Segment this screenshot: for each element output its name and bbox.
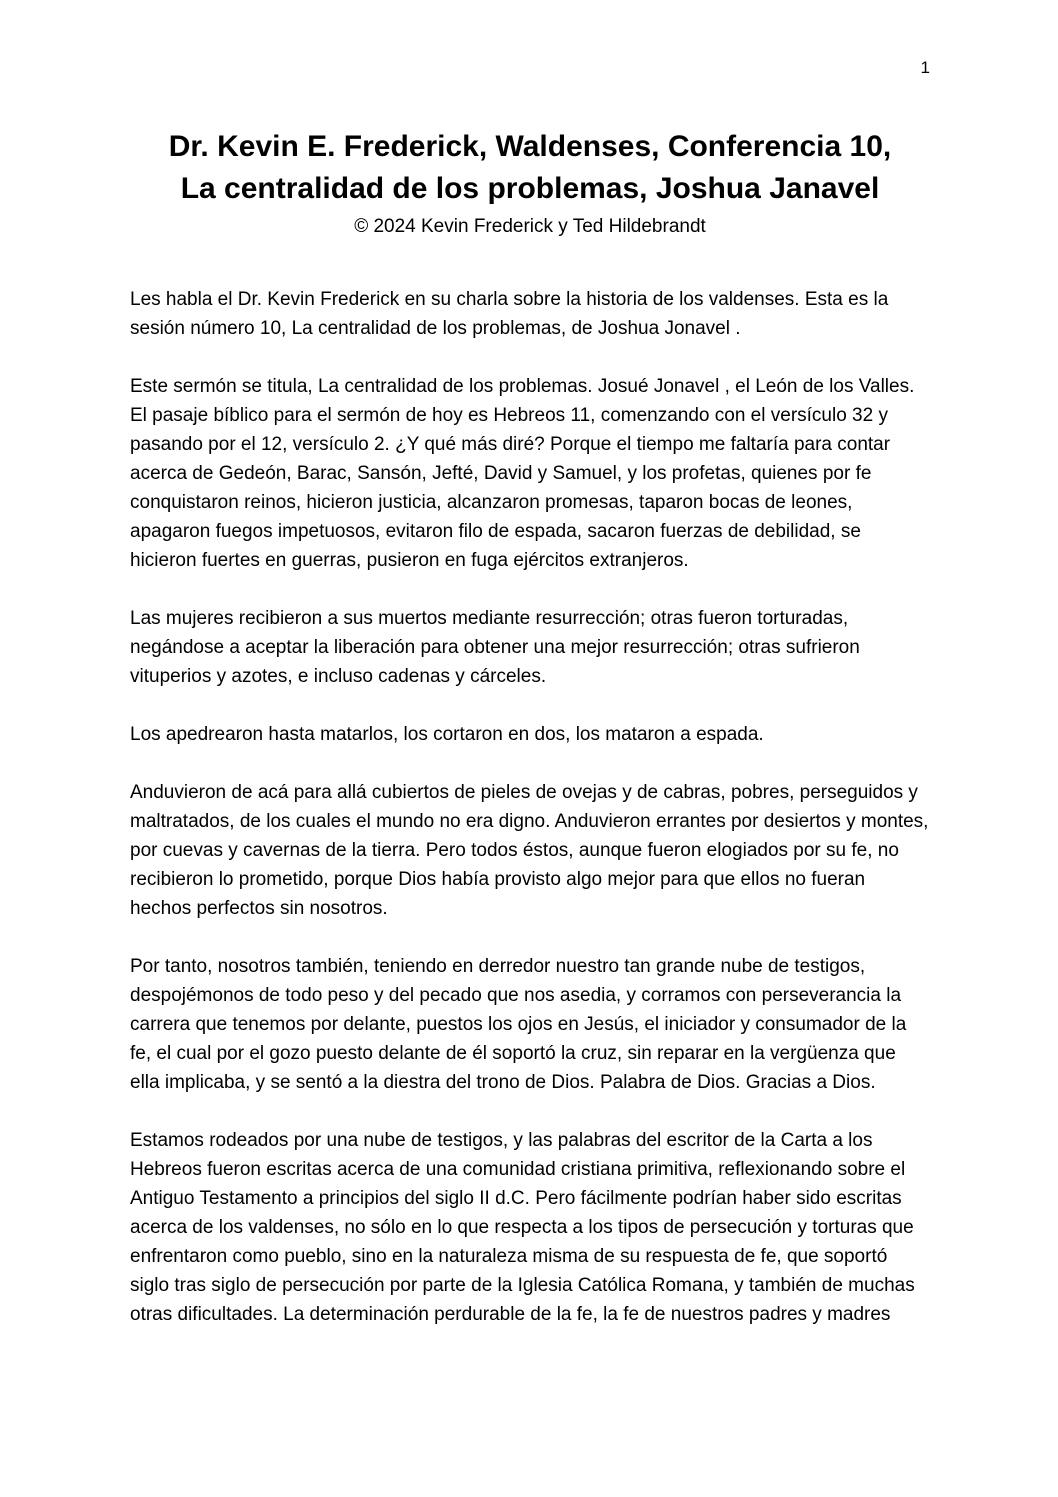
paragraph-2: Este sermón se titula, La centralidad de los problemas. Josué Jonavel , el León de los Valles. El pasaje bíblico para el sermón de hoy es Hebreos 11, comenzando con el versículo 32 y pasando por el 12, versículo 2. ¿Y qué más diré? Porque el tiempo me faltaría para contar acerca de Gedeón, Barac, Sansón, Jefté, David y Samuel, y los profetas, quienes por fe conquistaron reinos, hicieron justicia, alcanzaron promesas, taparon bocas de leones, apagaron fuegos impetuosos, evitaron filo de espada, sacaron fuerzas de debilidad, se hicieron fuertes en guerras, pusieron en fuga ejércitos extranjeros. — [130, 376, 915, 571]
paragraph-3: Las mujeres recibieron a sus muertos mediante resurrección; otras fueron torturadas, negándose a aceptar la liberación para obtener una mejor resurrección; otras sufrieron vituperios y azotes, e incluso cadenas y cárceles. — [130, 608, 860, 687]
paragraph-5: Anduvieron de acá para allá cubiertos de pieles de ovejas y de cabras, pobres, perseguidos y maltratados, de los cuales el mundo no era digno. Anduvieron errantes por desiertos y montes, por cuevas y cavernas de la tierra. Pero todos éstos, aunque fueron elogiados por su fe, no recibieron lo prometido, porque Dios había provisto algo mejor para que ellos no fueran hechos perfectos sin nosotros. — [130, 782, 929, 919]
page-number: 1 — [920, 58, 930, 77]
paragraph-6: Por tanto, nosotros también, teniendo en derredor nuestro tan grande nube de testigos, despojémonos de todo peso y del pecado que nos asedia, y corramos con perseverancia la carrera que tenemos por delante, puestos los ojos en Jesús, el iniciador y consumador de la fe, el cual por el gozo puesto delante de él soportó la cruz, sin reparar en la vergüenza que ella implicaba, y se sentó a la diestra del trono de Dios. Palabra de Dios. Gracias a Dios. — [130, 956, 907, 1093]
document-title-line-1: Dr. Kevin E. Frederick, Waldenses, Conferencia 10, — [168, 130, 892, 163]
paragraph-4: Los apedrearon hasta matarlos, los cortaron en dos, los mataron a espada. — [130, 724, 764, 745]
document-title-line-2: La centralidad de los problemas, Joshua Janavel — [180, 172, 880, 205]
document-body — [130, 285, 930, 1329]
copyright-line: © 2024 Kevin Frederick y Ted Hildebrandt — [354, 216, 706, 237]
paragraph-7: Estamos rodeados por una nube de testigos, y las palabras del escritor de la Carta a los Hebreos fueron escritas acerca de una comunidad cristiana primitiva, reflexionando sobre el Antiguo Testamento a principios del siglo II d.C. Pero fácilmente podrían haber sido escritas acerca de los valdenses, no sólo en lo que respecta a los tipos de persecución y torturas que enfrentaron como pueblo, sino en la naturaleza misma de su respuesta de fe, que soportó siglo tras siglo de persecución por parte de la Iglesia Católica Romana, y también de muchas otras dificultades. La determinación perdurable de la fe, la fe de nuestros padres y madres — [130, 1130, 915, 1325]
paragraph-1: Les habla el Dr. Kevin Frederick en su charla sobre la historia de los valdenses. Esta es la sesión número 10, La centralidad de los problemas, de Joshua Jonavel . — [130, 289, 889, 339]
document-title — [130, 126, 930, 210]
